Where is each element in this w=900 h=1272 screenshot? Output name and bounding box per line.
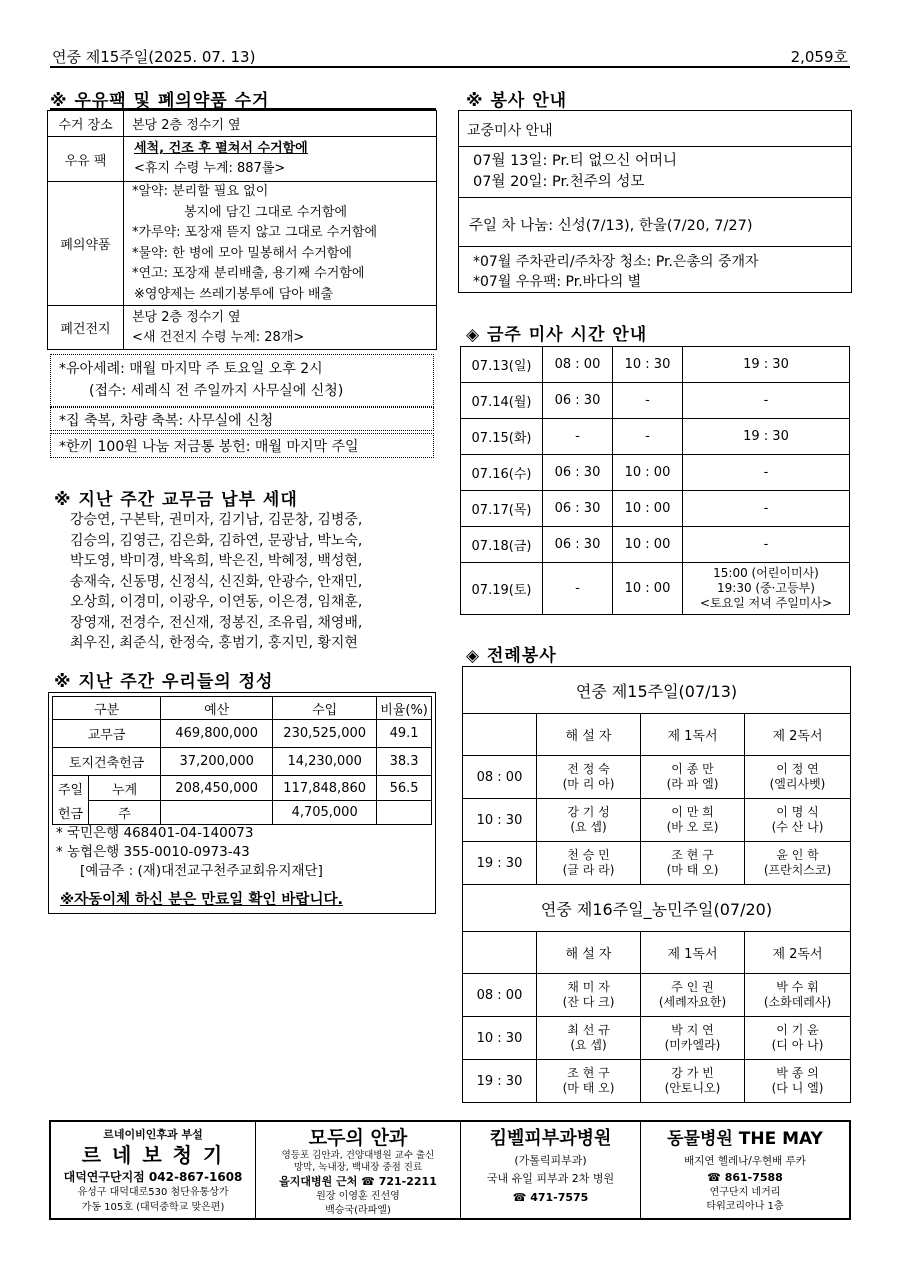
table-row [463,932,851,974]
ratio-cell: 56.5 [377,776,432,801]
col-header: 해 설 자 [537,714,641,756]
list-item: 07월 20일: Pr.천주의 성모 [473,174,645,190]
week-title: 연중 제15주일(07/13) [463,667,851,714]
table-row [53,697,432,720]
time-cell: 10 : 00 [613,527,683,563]
ad-line: 망막, 녹내장, 백내장 중점 진료 [293,1162,423,1173]
ad-line: (가톨릭피부과) [514,1154,587,1167]
auto-transfer-note: ※자동이체 하신 분은 만료일 확인 바랍니다. [60,892,343,908]
time-cell: 06 : 30 [543,383,613,419]
time-cell: 10 : 30 [613,347,683,383]
milk-table [47,110,437,350]
budget-cell: 37,200,000 [161,748,273,776]
list-item: 박도영, 박미경, 박옥희, 박은진, 박혜정, 백성현, [70,553,363,569]
time-cell: - [613,419,683,455]
col-header: 제 2독서 [745,714,851,756]
reader2-baptismal: (소화데레사) [763,995,832,1009]
time-cell: 06 : 30 [543,491,613,527]
time-cell: - [543,419,613,455]
time-cell: 10 : 00 [613,563,683,615]
ratio-cell: 49.1 [377,720,432,748]
reader2-name: 박 수 휘 [776,980,819,994]
row-value: 본당 2층 정수기 옆 [124,111,437,137]
piggy-notice: *한끼 100원 나눔 저금통 봉헌: 매월 마지막 주일 [50,433,434,458]
finance-section-title: ※ 지난 주간 우리들의 정성 [54,672,274,692]
commentator-baptismal: (요 셉) [570,820,607,834]
table-row [461,563,850,615]
commentator-baptismal: (글 라 라) [562,863,615,877]
ad-line: 타워코리아나 1층 [706,1201,784,1212]
ad-line: 국내 유일 피부과 2차 병원 [486,1172,615,1185]
ad-line: 영등포 김안과, 건양대병원 교수 출신 [281,1150,435,1161]
bank-info [56,824,323,881]
time-cell: - [683,491,850,527]
reader1-baptismal: (바 오 로) [666,820,719,834]
reader1-name: 박 지 연 [671,1023,714,1037]
day-cell: 07.18(금) [461,527,543,563]
ads-footer [49,1120,851,1220]
row-value: 세척, 건조 후 펼쳐서 수거함에 [134,141,308,156]
row-value: <휴지 수령 누계: 887롤> [134,161,286,176]
day-cell: 07.19(토) [461,563,543,615]
table-row [463,1060,851,1103]
milk-section-title: ※ 우유팩 및 폐의약품 수거 [50,86,436,110]
commentator-baptismal: (요 셉) [570,1038,607,1052]
reader2-name: 박 종 의 [776,1066,819,1080]
time-cell: 10 : 30 [463,1017,537,1060]
table-row [461,347,850,383]
table-row [463,799,851,842]
bank-line: * 농협은행 355-0010-0973-43 [56,844,250,860]
row-value: ※영양제는 쓰레기봉투에 담아 배출 [134,286,334,302]
day-cell: 07.15(화) [461,419,543,455]
day-cell: 07.16(수) [461,455,543,491]
col-header: 비율(%) [377,697,432,720]
list-item: 김승의, 김영근, 김은화, 김하연, 문광남, 박노숙, [70,532,363,549]
ad-hearing-aid [51,1122,256,1218]
time-line: <토요일 저녁 주일미사> [699,596,833,610]
reader2-baptismal: (수 산 나) [771,820,824,834]
time-line: 19:30 (중·고등부) [717,581,815,595]
row-label: 토지건축헌금 [53,748,161,776]
commentator-name: 최 선 규 [567,1023,610,1037]
reader2-baptismal: (다 니 엘) [771,1081,824,1095]
ad-line: 연구단지 네거리 [709,1187,781,1198]
liturgy-table [462,666,851,1103]
table-row [53,748,432,776]
service-section-title: ※ 봉사 안내 [466,91,568,111]
row-value: <새 건전지 수령 누계: 28개> [132,329,305,345]
reader1-baptismal: (안토니오) [664,1081,721,1095]
table-row [53,720,432,748]
list-item: 07월 13일: Pr.티 없으신 어머니 [473,153,678,169]
ad-animal-hospital [641,1122,849,1218]
time-cell: - [543,563,613,615]
reader1-name: 주 인 권 [671,980,714,994]
time-cell: 06 : 30 [543,455,613,491]
reader1-baptismal: (라 파 엘) [666,777,719,791]
finance-table [52,696,432,825]
commentator-name: 조 현 구 [567,1066,610,1080]
row-value: 봉지에 담긴 그대로 수거함에 [184,204,348,220]
mass-times-title: ◈ 금주 미사 시간 안내 [466,325,648,345]
day-cell: 07.14(월) [461,383,543,419]
mass-times-table [460,346,850,615]
day-cell: 07.13(일) [461,347,543,383]
table-row [463,1017,851,1060]
time-line: 15:00 (어린이미사) [713,566,819,580]
mass-label: 교중미사 안내 [459,111,851,147]
table-row [461,383,850,419]
ad-line: 을지대병원 근처 ☎ 721-2211 [279,1175,437,1188]
commentator-name: 채 미 자 [567,980,610,994]
row-label: 폐의약품 [48,182,124,306]
ratio-cell: 38.3 [377,748,432,776]
time-cell: - [613,383,683,419]
monthly-duties [473,252,759,292]
table-row [48,182,437,306]
reader1-name: 조 현 구 [671,848,714,862]
row-label: 교무금 [53,720,161,748]
income-cell: 230,525,000 [273,720,377,748]
time-cell: 19 : 30 [463,842,537,885]
time-cell: - [683,383,850,419]
col-header: 해 설 자 [537,932,641,974]
col-header: 수입 [273,697,377,720]
income-cell: 117,848,860 [273,776,377,801]
table-row [461,527,850,563]
ad-line: ☎ 861-7588 [707,1171,783,1184]
table-row [463,974,851,1017]
time-cell: 08 : 00 [543,347,613,383]
commentator-baptismal: (마 태 오) [562,1081,615,1095]
dues-section-title: ※ 지난 주간 교무금 납부 세대 [54,490,298,510]
reader1-baptismal: (마 태 오) [666,863,719,877]
ad-title: 동물병원 THE MAY [667,1129,823,1149]
col-header: 제 2독서 [745,932,851,974]
list-item: 강승연, 구본탁, 권미자, 김기남, 김문창, 김병중, [70,512,363,528]
table-row [463,885,851,932]
page-header [50,44,850,68]
row-value: 본당 2층 정수기 옆 [132,309,241,325]
row-value: *가루약: 포장재 뜯지 않고 그대로 수거함에 [132,225,378,240]
baptism-notice [50,354,434,407]
reader2-baptismal: (엘리사벳) [769,777,826,791]
commentator-name: 강 기 성 [567,805,610,819]
table-row [461,455,850,491]
commentator-name: 전 정 숙 [567,762,610,776]
mass-assignments [473,151,677,193]
row-label: 헌금 [53,801,89,825]
ad-line: ☎ 471-7575 [512,1191,589,1204]
row-label: 주 [89,801,161,825]
income-cell: 14,230,000 [273,748,377,776]
row-label: 수거 장소 [48,111,124,137]
ad-dermatology [461,1122,641,1218]
time-cell: 19 : 30 [463,1060,537,1103]
baptism-line: *유아세례: 매월 마지막 주 토요일 오후 2시 [59,361,323,377]
col-header: 제 1독서 [641,714,745,756]
time-cell: - [683,455,850,491]
table-row [463,842,851,885]
time-cell: 08 : 00 [463,974,537,1017]
list-item: 오상희, 이경미, 이광우, 이연동, 이은경, 임채훈, [70,594,363,610]
ad-line: 유성구 대덕대로530 첨단유통상가 [77,1187,229,1198]
time-cell: 10 : 00 [613,491,683,527]
col-header: 구분 [53,697,161,720]
table-row [53,776,432,801]
dues-list [70,510,436,654]
account-holder: [예금주 : (재)대전교구천주교회유지재단] [80,863,323,879]
service-box [458,110,852,293]
reader1-name: 이 만 희 [671,805,714,819]
ad-title: 킴벨피부과병원 [489,1128,612,1149]
table-row [461,491,850,527]
income-cell: 4,705,000 [273,801,377,825]
ad-title: 르 네 보 청 기 [81,1143,225,1167]
commentator-baptismal: (잔 다 크) [562,995,615,1009]
time-cell: 08 : 00 [463,756,537,799]
time-cell: 10 : 30 [463,799,537,842]
time-cell: 19 : 30 [683,419,850,455]
list-item: 장영재, 전경수, 전신재, 정봉진, 조유림, 채영배, [70,614,363,631]
time-cell: - [683,527,850,563]
table-row [463,756,851,799]
ad-title: 모두의 안과 [308,1127,408,1149]
table-row [463,714,851,756]
time-cell: 10 : 00 [613,455,683,491]
reader2-name: 이 명 식 [776,805,819,819]
reader2-name: 윤 인 학 [776,848,819,862]
ad-line: 르네이비인후과 부설 [103,1128,203,1141]
row-label: 주일 [53,776,89,801]
row-label: 누계 [89,776,161,801]
ad-line: 원장 이영훈 진선영 [316,1191,400,1202]
baptism-line: (접수: 세례식 전 주일까지 사무실에 신청) [89,383,344,399]
list-item: *07월 주차관리/주차장 청소: Pr.은총의 중개자 [473,254,759,270]
row-value: *물약: 한 병에 모아 밀봉해서 수거함에 [132,245,352,261]
time-cell: 06 : 30 [543,527,613,563]
commentator-baptismal: (마 리 아) [562,777,615,791]
ad-line: 배지연 헬레나/우현배 루카 [684,1155,806,1167]
table-row [48,111,437,137]
row-label: 폐건전지 [48,306,124,350]
ad-eye-clinic [256,1122,461,1218]
list-item: 송재숙, 신동명, 신정식, 신진화, 안광수, 안재민, [70,573,363,590]
reader1-baptismal: (미카엘라) [664,1038,721,1052]
table-row [53,801,432,825]
blessing-notice: *집 축복, 차량 축복: 사무실에 신청 [50,407,434,431]
ad-line: 가동 105호 (대덕중학교 맞은편) [81,1202,225,1213]
liturgy-section-title: ◈ 전례봉사 [466,646,557,666]
reader2-baptismal: (디 아 나) [771,1038,824,1052]
bank-line: * 국민은행 468401-04-140073 [56,825,254,841]
table-row [461,419,850,455]
issue-number: 2,059호 [790,48,848,66]
reader1-name: 이 종 만 [671,762,714,776]
table-row [48,137,437,182]
issue-date: 연중 제15주일(2025. 07. 13) [52,48,256,66]
budget-cell: 208,450,000 [161,776,273,801]
list-item: 최우진, 최준식, 한정숙, 홍범기, 홍지민, 황지현 [70,635,358,651]
reader1-baptismal: (세례자요한) [658,995,727,1009]
budget-cell: 469,800,000 [161,720,273,748]
ad-line: 대덕연구단지점 042-867-1608 [63,1170,243,1184]
row-label: 우유 팩 [48,137,124,182]
table-row [48,306,437,350]
car-share: 주일 차 나눔: 신성(7/13), 한울(7/20, 7/27) [459,197,851,247]
day-cell: 07.17(목) [461,491,543,527]
row-value: *연고: 포장재 분리배출, 용기째 수거함에 [132,266,365,281]
list-item: *07월 우유팩: Pr.바다의 별 [473,274,642,290]
reader1-name: 강 가 빈 [671,1066,714,1080]
table-row [463,667,851,714]
reader2-baptismal: (프란치스코) [763,863,832,877]
reader2-name: 이 정 연 [776,762,819,776]
row-value: *알약: 분리할 필요 없이 [132,184,269,199]
time-cell: 19 : 30 [683,347,850,383]
reader2-name: 이 기 윤 [776,1023,819,1037]
week-title: 연중 제16주일_농민주일(07/20) [463,885,851,932]
ad-line: 백승국(라파엘) [325,1205,391,1216]
col-header: 제 1독서 [641,932,745,974]
commentator-name: 천 승 민 [567,848,610,862]
col-header: 예산 [161,697,273,720]
